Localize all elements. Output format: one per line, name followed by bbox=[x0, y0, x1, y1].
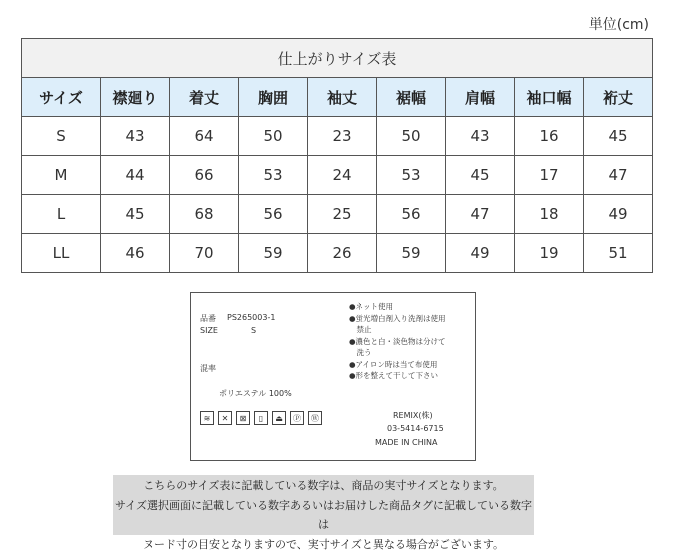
care-line: 洗う bbox=[349, 347, 471, 359]
care-line: ●蛍光増白剤入り洗剤は使用 bbox=[349, 313, 471, 325]
table-cell: 51 bbox=[584, 234, 653, 273]
care-line: ●濃色と白・淡色物は分けて bbox=[349, 336, 471, 348]
column-header: 裾幅 bbox=[377, 78, 446, 117]
brand-name: REMIX(株) bbox=[393, 410, 433, 421]
table-header-row bbox=[22, 78, 653, 117]
care-symbols bbox=[200, 411, 322, 425]
brand-phone: 03-5414-6715 bbox=[387, 424, 444, 433]
product-no-label: 品番 bbox=[200, 313, 216, 324]
table-cell: 66 bbox=[170, 156, 239, 195]
line-dry-icon: ▯ bbox=[254, 411, 268, 425]
size-value: S bbox=[251, 326, 256, 335]
table-row bbox=[22, 234, 653, 273]
table-cell: 50 bbox=[377, 117, 446, 156]
table-cell: 25 bbox=[308, 195, 377, 234]
care-line: ●形を整えて干して下さい bbox=[349, 370, 471, 382]
table-cell: 26 bbox=[308, 234, 377, 273]
table-cell: S bbox=[22, 117, 101, 156]
table-cell: 19 bbox=[515, 234, 584, 273]
table-cell: 24 bbox=[308, 156, 377, 195]
table-cell: 45 bbox=[446, 156, 515, 195]
unit-label: 単位(cm) bbox=[589, 14, 649, 34]
table-cell: 70 bbox=[170, 234, 239, 273]
table-cell: 17 bbox=[515, 156, 584, 195]
table-cell: 44 bbox=[101, 156, 170, 195]
iron-low-icon: ⏏ bbox=[272, 411, 286, 425]
table-cell: LL bbox=[22, 234, 101, 273]
product-no: PS265003-1 bbox=[227, 313, 275, 322]
column-header: 着丈 bbox=[170, 78, 239, 117]
table-cell: 16 bbox=[515, 117, 584, 156]
column-header: 胸囲 bbox=[239, 78, 308, 117]
size-table bbox=[21, 38, 653, 273]
no-tumble-dry-icon: ⊠ bbox=[236, 411, 250, 425]
table-row bbox=[22, 195, 653, 234]
dry-clean-p-icon: Ⓟ bbox=[290, 411, 304, 425]
column-header: サイズ bbox=[22, 78, 101, 117]
table-cell: 53 bbox=[377, 156, 446, 195]
table-cell: 46 bbox=[101, 234, 170, 273]
table-title: 仕上がりサイズ表 bbox=[22, 39, 653, 78]
table-cell: 49 bbox=[584, 195, 653, 234]
care-line: ●アイロン時は当て布使用 bbox=[349, 359, 471, 371]
table-cell: 43 bbox=[101, 117, 170, 156]
table-cell: 49 bbox=[446, 234, 515, 273]
no-bleach-icon: ✕ bbox=[218, 411, 232, 425]
wash-40-icon: ≋ bbox=[200, 411, 214, 425]
table-cell: 64 bbox=[170, 117, 239, 156]
column-header: 肩幅 bbox=[446, 78, 515, 117]
table-cell: 59 bbox=[239, 234, 308, 273]
table-cell: 50 bbox=[239, 117, 308, 156]
note-line: サイズ選択画面に記載している数字あるいはお届けした商品タグに記載している数字は bbox=[113, 496, 534, 535]
table-cell: 56 bbox=[377, 195, 446, 234]
table-cell: 45 bbox=[101, 195, 170, 234]
table-cell: 56 bbox=[239, 195, 308, 234]
table-row bbox=[22, 117, 653, 156]
care-instructions bbox=[349, 301, 471, 382]
table-cell: 53 bbox=[239, 156, 308, 195]
table-cell: 47 bbox=[584, 156, 653, 195]
care-line: ●ネット使用 bbox=[349, 301, 471, 313]
note-line: ヌード寸の目安となりますので、実寸サイズと異なる場合がございます。 bbox=[113, 535, 534, 554]
country-of-origin: MADE IN CHINA bbox=[375, 438, 437, 447]
column-header: 袖丈 bbox=[308, 78, 377, 117]
table-cell: 23 bbox=[308, 117, 377, 156]
product-tag-image bbox=[190, 292, 476, 461]
table-cell: 47 bbox=[446, 195, 515, 234]
table-cell: 45 bbox=[584, 117, 653, 156]
table-row bbox=[22, 156, 653, 195]
table-cell: M bbox=[22, 156, 101, 195]
wet-clean-icon: Ⓦ bbox=[308, 411, 322, 425]
note-line: こちらのサイズ表に記載している数字は、商品の実寸サイズとなります。 bbox=[113, 476, 534, 496]
table-cell: 59 bbox=[377, 234, 446, 273]
table-cell: 18 bbox=[515, 195, 584, 234]
care-line: 禁止 bbox=[349, 324, 471, 336]
composition: ポリエステル 100% bbox=[219, 388, 292, 399]
table-cell: L bbox=[22, 195, 101, 234]
table-cell: 68 bbox=[170, 195, 239, 234]
table-cell: 43 bbox=[446, 117, 515, 156]
column-header: 襟廻り bbox=[101, 78, 170, 117]
size-note bbox=[113, 475, 534, 535]
column-header: 裄丈 bbox=[584, 78, 653, 117]
composition-label: 混率 bbox=[200, 363, 216, 374]
column-header: 袖口幅 bbox=[515, 78, 584, 117]
size-label: SIZE bbox=[200, 326, 218, 335]
